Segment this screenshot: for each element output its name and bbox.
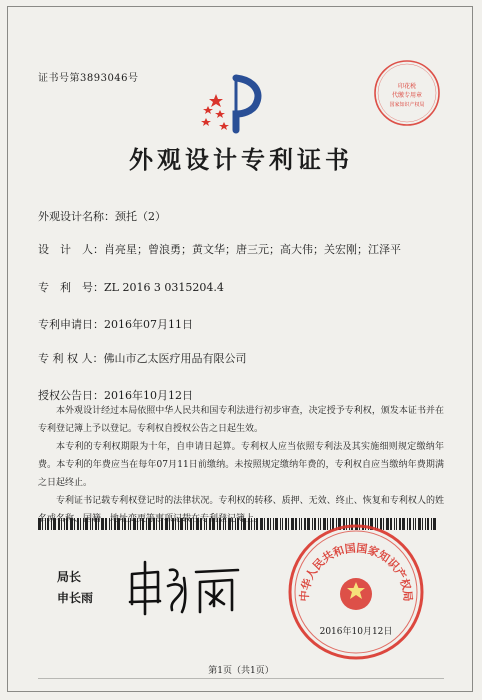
body-paragraph: 本外观设计经过本局依照中华人民共和国专利法进行初步审查，决定授予专利权，颁发本证书并在专利登记簿上予以登记。专利权自授权公告之日起生效。	[38, 406, 444, 434]
field-value: 2016年10月12日	[104, 389, 193, 402]
field-designers	[38, 241, 401, 257]
field-label: 外观设计名称：	[38, 210, 115, 223]
svg-text:印花税: 印花税	[397, 83, 417, 90]
field-value: 肖亮星；曾浪勇；黄文华；唐三元；高大伟；关宏刚；江泽平	[104, 243, 401, 256]
field-label: 专 利 权 人：	[38, 352, 104, 365]
director-title: 局长	[57, 570, 82, 584]
certificate-number: 证书号第3893046号	[38, 73, 139, 84]
director-signature	[120, 552, 250, 622]
footer-divider	[38, 678, 444, 679]
patent-office-logo-icon	[196, 74, 276, 134]
svg-text:代缴专用章: 代缴专用章	[391, 92, 423, 99]
body-paragraph: 专利证书记载专利权登记时的法律状况。专利权的转移、质押、无效、终止、恢复和专利权人的姓名或名称 地址变更等事项记载在专利登记簿上。	[38, 496, 444, 524]
field-label: 专 利 号：	[38, 281, 104, 294]
director-name: 申长雨	[57, 591, 94, 605]
field-value: 颈托（2）	[115, 210, 166, 223]
svg-text:国家知识产权局: 国家知识产权局	[389, 102, 425, 108]
field-application-date	[38, 316, 193, 332]
field-label: 授权公告日：	[38, 389, 104, 402]
national-ip-office-seal	[286, 522, 426, 662]
field-label: 专利申请日：	[38, 318, 104, 331]
field-value: 2016年07月11日	[104, 318, 193, 331]
seal-date: 2016年10月12日	[319, 627, 393, 637]
field-grant-date	[38, 387, 193, 403]
tax-stamp-seal	[372, 58, 442, 128]
field-patentee	[38, 350, 247, 366]
field-value: 佛山市乙太医疗用品有限公司	[103, 352, 247, 365]
certificate-body	[38, 402, 444, 528]
field-design-name	[38, 208, 166, 224]
field-label: 设 计 人：	[38, 243, 104, 256]
field-value: ZL 2016 3 0315204.4	[104, 281, 224, 294]
seal-text: 中华人民共和国国家知识产权局	[297, 541, 415, 603]
page-title: 外观设计专利证书	[129, 145, 353, 174]
body-paragraph: 本专利的专利权期限为十年，自申请日起算。专利权人应当依照专利法及其实施细则规定缴纳年费。本专利的年费应当在每年07月11日前缴纳。未按照规定缴纳年费的，专利权自应当缴纳年费期满之日起终止。	[38, 442, 444, 488]
page-footer: 第1页（共1页）	[208, 666, 274, 676]
field-patent-number	[38, 279, 224, 295]
